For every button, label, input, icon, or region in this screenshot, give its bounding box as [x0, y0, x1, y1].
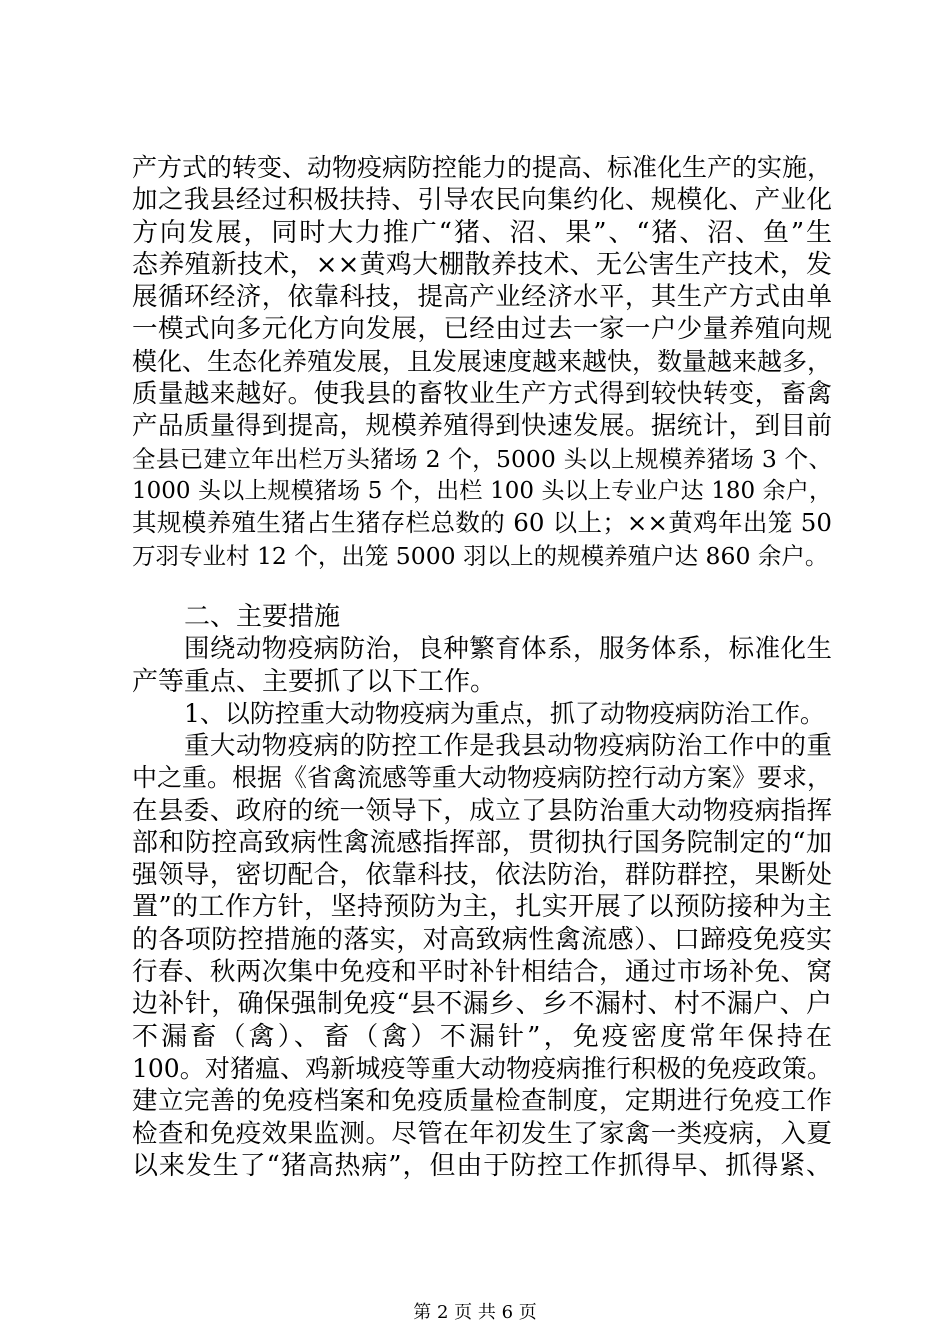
text-line: 万羽专业村 12 个，出笼 5000 羽以上的规模养殖户达 860 余户。 — [132, 541, 829, 570]
text-line: 其规模养殖生猪占生猪存栏总数的 60 以上；××黄鸡年出笼 50 — [132, 508, 832, 538]
text-line: 方向发展，同时大力推广“猪、沼、果”、“猪、沼、鱼”生 — [132, 217, 832, 248]
text-line: 产方式的转变、动物疫病防控能力的提高、标准化生产的实施， — [132, 153, 833, 182]
text-line: 模化、生态化养殖发展，且发展速度越来越快，数量越来越多， — [132, 346, 833, 376]
text-line: 产等重点、主要抓了以下工作。 — [132, 666, 497, 697]
text-line: 检查和免疫效果监测。尽管在年初发生了家禽一类疫病，入夏 — [132, 1118, 832, 1149]
text-line: 1000 头以上规模猪场 5 个，出栏 100 头以上专业户达 180 余户， — [132, 477, 832, 504]
text-line: 中之重。根据《省禽流感等重大动物疫病防控行动方案》要求， — [132, 763, 833, 793]
text-line: 加之我县经过积极扶持、引导农民向集约化、规模化、产业化 — [132, 185, 832, 216]
text-line: 强领导，密切配合，依靠科技，依法防治，群防群控，果断处 — [132, 860, 832, 891]
text-line: 边补针，确保强制免疫“县不漏乡、乡不漏村、村不漏户、户 — [132, 989, 832, 1020]
section-main-measures — [132, 601, 832, 730]
section-heading: 二、主要措施 — [184, 602, 341, 632]
text-line: 置”的工作方针，坚持预防为主，扎实开展了以预防接种为主 — [132, 892, 832, 923]
page-number-footer: 第 2 页 共 6 页 — [413, 1302, 537, 1323]
text-line: 展循环经济，依靠科技，提高产业经济水平，其生产方式由单 — [132, 282, 832, 313]
text-line: 不漏畜（禽）、畜（禽）不漏针”，免疫密度常年保持在 — [132, 1021, 832, 1052]
subsection-heading: 1、以防控重大动物疫病为重点，抓了动物疫病防治工作。 — [184, 698, 825, 728]
text-line: 在县委、政府的统一领导下，成立了县防治重大动物疫病指挥 — [132, 795, 832, 826]
text-line: 建立完善的免疫档案和免疫质量检查制度，定期进行免疫工作 — [132, 1086, 832, 1117]
paragraph-epidemic-control — [132, 730, 832, 1182]
text-line: 重大动物疫病的防控工作是我县动物疫病防治工作中的重 — [184, 731, 832, 761]
text-line: 的各项防控措施的落实，对高致病性禽流感）、口蹄疫免疫实 — [132, 924, 832, 955]
text-line: 以来发生了“猪高热病”，但由于防控工作抓得早、抓得紧、 — [132, 1150, 832, 1181]
text-line: 一模式向多元化方向发展，已经由过去一家一户少量养殖向规 — [132, 314, 832, 345]
text-line: 产品质量得到提高，规模养殖得到快速发展。据统计，到目前 — [132, 411, 832, 442]
text-line: 100。对猪瘟、鸡新城疫等重大动物疫病推行积极的免疫政策。 — [132, 1053, 832, 1083]
paragraph-production-methods — [132, 152, 832, 572]
text-line: 全县已建立年出栏万头猪场 2 个，5000 头以上规模养猪场 3 个、 — [132, 444, 832, 473]
text-line: 部和防控高致病性禽流感指挥部，贯彻执行国务院制定的“加 — [132, 827, 832, 858]
text-line: 态养殖新技术，××黄鸡大棚散养技术、无公害生产技术，发 — [132, 249, 832, 280]
text-line: 行春、秋两次集中免疫和平时补针相结合，通过市场补免、窝 — [132, 957, 832, 988]
text-line: 质量越来越好。使我县的畜牧业生产方式得到较快转变，畜禽 — [132, 379, 832, 410]
text-line: 围绕动物疫病防治，良种繁育体系，服务体系，标准化生 — [184, 634, 832, 665]
